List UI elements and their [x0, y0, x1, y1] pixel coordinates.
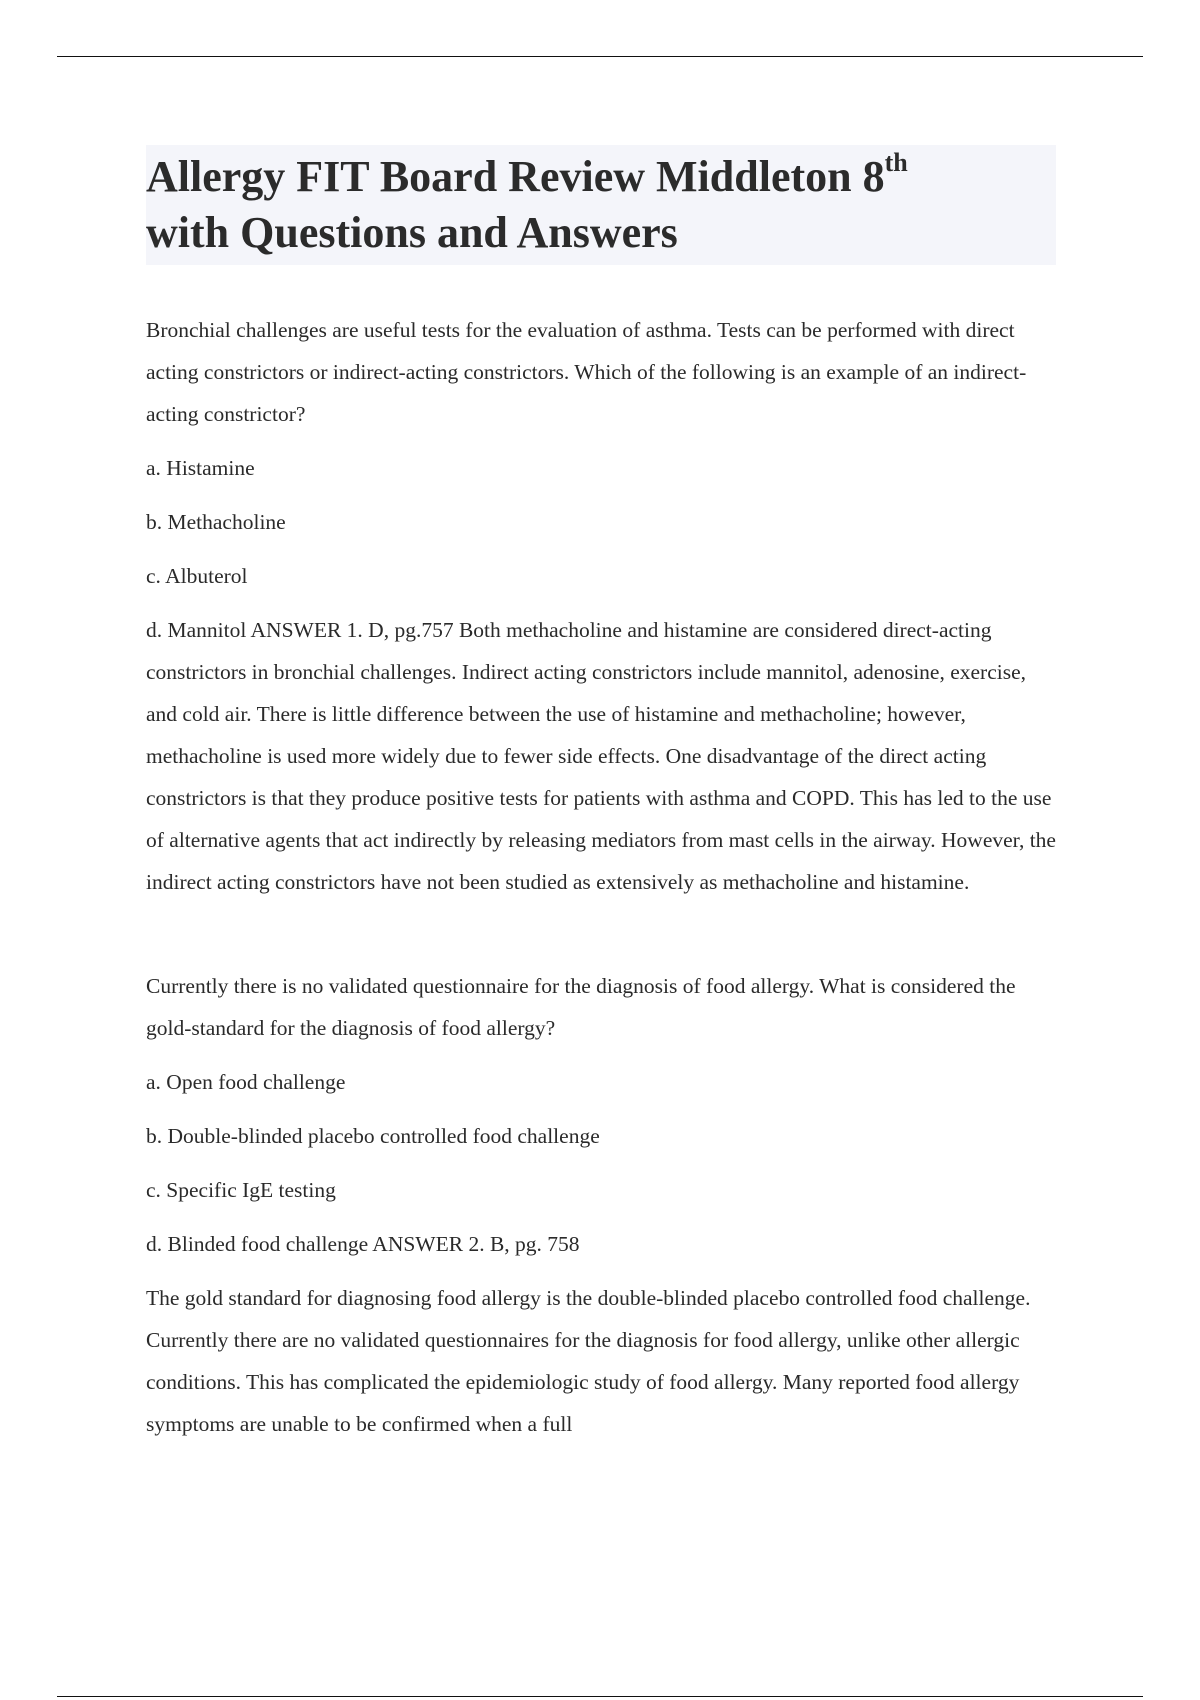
footer-rule — [57, 1696, 1143, 1697]
title-superscript: th — [884, 148, 908, 178]
title-block — [146, 145, 1056, 265]
question-2-answer: d. Blinded food challenge ANSWER 2. B, pg. 758 — [146, 1232, 580, 1256]
document-title — [146, 149, 1056, 261]
title-main: Allergy FIT Board Review Middleton 8 — [146, 152, 885, 201]
question-spacer — [146, 915, 1056, 965]
question-2-option-a: a. Open food challenge — [146, 1070, 346, 1094]
title-line2: with Questions and Answers — [146, 208, 678, 257]
document-body — [146, 145, 1056, 1457]
question-2-option-c: c. Specific IgE testing — [146, 1178, 336, 1202]
header-rule — [57, 56, 1143, 57]
question-2-explanation: The gold standard for diagnosing food allergy is the double-blinded placebo controlled food challenge. Currently there are no validated questionnaires for the diagnosis for food allergy, unlike other allergic conditions. This has complicated the epidemiologic study of food allergy. Many reported food allergy symptoms are unable to be confirmed when a full — [146, 1286, 1031, 1436]
question-2-text: Currently there is no validated questionnaire for the diagnosis of food allergy. What is considered the gold-standard for the diagnosis of food allergy? — [146, 974, 1016, 1040]
question-1-text: Bronchial challenges are useful tests for the evaluation of asthma. Tests can be performed with direct acting constrictors or indirect-acting constrictors. Which of the following is an example of an indirect-acting constrictor? — [146, 318, 1027, 426]
question-1-answer: d. Mannitol ANSWER 1. D, pg.757 Both methacholine and histamine are considered direct-acting constrictors in bronchial challenges. Indirect acting constrictors include mannitol, adenosine, exercise, and cold air. There is little difference between the use of histamine and methacholine; however, methacholine is used more widely due to fewer side effects. One disadvantage of the direct acting constrictors is that they produce positive tests for patients with asthma and COPD. This has led to the use of alternative agents that act indirectly by releasing mediators from mast cells in the airway. However, the indirect acting constrictors have not been studied as extensively as methacholine and histamine. — [146, 618, 1056, 894]
question-1-option-b: b. Methacholine — [146, 510, 286, 534]
question-2-option-b: b. Double-blinded placebo controlled food challenge — [146, 1124, 600, 1148]
question-1-option-a: a. Histamine — [146, 456, 255, 480]
question-1-option-c: c. Albuterol — [146, 564, 248, 588]
